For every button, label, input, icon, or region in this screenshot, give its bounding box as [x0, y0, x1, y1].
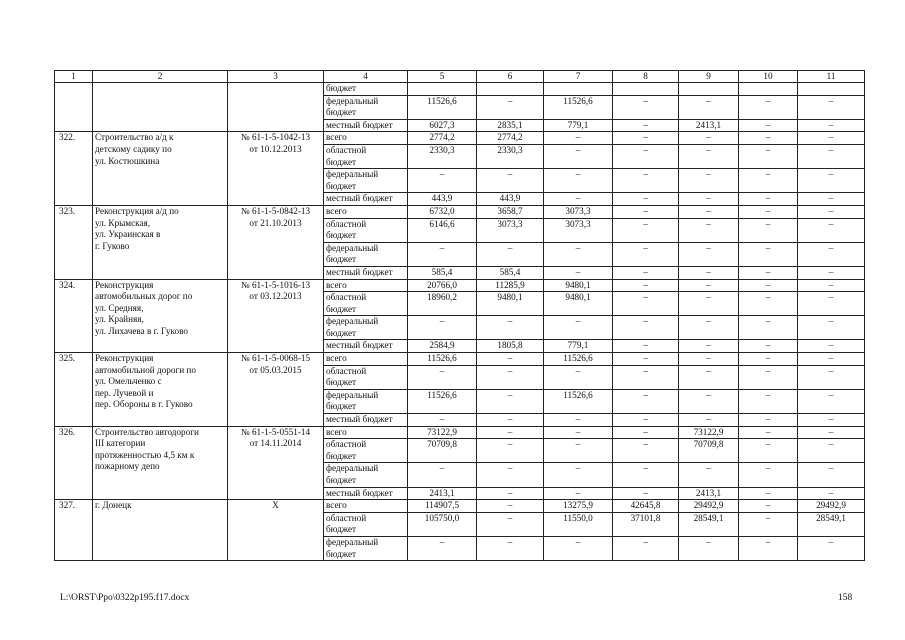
budget-source-cell: федеральный бюджет	[324, 389, 408, 413]
value-cell: –	[613, 119, 679, 132]
value-cell: –	[613, 266, 679, 279]
document-number: № 61-1-5-1042-13 от 10.12.2013	[228, 132, 324, 206]
value-cell: –	[679, 266, 739, 279]
value-cell: 105750,0	[408, 512, 477, 536]
value-cell: –	[739, 439, 798, 463]
value-cell: –	[613, 353, 679, 366]
value-cell: 2584,9	[408, 340, 477, 353]
value-cell: –	[544, 132, 613, 145]
value-cell: 11526,6	[544, 95, 613, 119]
value-cell: 3658,7	[477, 205, 544, 218]
column-header-10: 10	[739, 71, 798, 83]
value-cell: –	[613, 463, 679, 487]
document-number: X	[228, 500, 324, 561]
value-cell: –	[679, 218, 739, 242]
value-cell: –	[613, 340, 679, 353]
value-cell: –	[408, 169, 477, 193]
budget-source-cell: федеральный бюджет	[324, 242, 408, 266]
value-cell: –	[739, 292, 798, 316]
value-cell: –	[739, 512, 798, 536]
column-header-5: 5	[408, 71, 477, 83]
value-cell: –	[739, 426, 798, 439]
budget-source-cell: местный бюджет	[324, 193, 408, 206]
value-cell: –	[739, 365, 798, 389]
value-cell: 11285,9	[477, 279, 544, 292]
table-row	[55, 132, 865, 145]
value-cell: –	[408, 414, 477, 427]
value-cell: –	[739, 169, 798, 193]
value-cell: –	[613, 144, 679, 168]
budget-source-cell: областной бюджет	[324, 365, 408, 389]
value-cell	[477, 83, 544, 96]
budget-source-cell: бюджет	[324, 83, 408, 96]
value-cell: –	[544, 193, 613, 206]
value-cell: 20766,0	[408, 279, 477, 292]
value-cell: –	[798, 316, 865, 340]
value-cell: –	[613, 536, 679, 560]
value-cell: 3073,3	[544, 205, 613, 218]
value-cell: 18960,2	[408, 292, 477, 316]
budget-source-cell: всего	[324, 426, 408, 439]
value-cell: 6146,6	[408, 218, 477, 242]
budget-source-cell: местный бюджет	[324, 414, 408, 427]
table-row	[55, 83, 865, 96]
value-cell: –	[408, 536, 477, 560]
value-cell: –	[739, 353, 798, 366]
value-cell: –	[613, 169, 679, 193]
value-cell	[798, 83, 865, 96]
value-cell: 70709,8	[679, 439, 739, 463]
budget-source-cell: всего	[324, 500, 408, 513]
value-cell: –	[613, 205, 679, 218]
row-number: 324.	[55, 279, 93, 353]
value-cell: –	[798, 340, 865, 353]
value-cell: –	[679, 242, 739, 266]
budget-source-cell: федеральный бюджет	[324, 316, 408, 340]
value-cell: 9480,1	[544, 292, 613, 316]
value-cell: –	[477, 95, 544, 119]
value-cell: –	[477, 536, 544, 560]
value-cell: –	[798, 292, 865, 316]
value-cell: –	[679, 340, 739, 353]
budget-source-cell: областной бюджет	[324, 439, 408, 463]
object-name: Строительство а/д к детскому садику по ул. Костюшкина	[93, 132, 228, 206]
object-name	[93, 83, 228, 132]
budget-source-cell: местный бюджет	[324, 266, 408, 279]
budget-source-cell: областной бюджет	[324, 218, 408, 242]
value-cell	[544, 83, 613, 96]
object-name: Реконструкция автомобильных дорог по ул. Средняя, ул. Крайняя, ул. Лихачева в г. Гуково	[93, 279, 228, 353]
value-cell: –	[477, 500, 544, 513]
value-cell: –	[679, 132, 739, 145]
budget-source-cell: всего	[324, 279, 408, 292]
row-number: 326.	[55, 426, 93, 500]
value-cell: –	[798, 439, 865, 463]
value-cell: –	[544, 316, 613, 340]
value-cell: –	[798, 536, 865, 560]
value-cell: –	[739, 536, 798, 560]
object-name: Строительство автодороги III категории протяженностью 4,5 км к пожарному депо	[93, 426, 228, 500]
budget-source-cell: областной бюджет	[324, 292, 408, 316]
value-cell	[613, 83, 679, 96]
table-header-row	[55, 71, 865, 83]
value-cell: 11550,0	[544, 512, 613, 536]
value-cell: –	[798, 119, 865, 132]
table-body	[55, 83, 865, 561]
value-cell: –	[739, 389, 798, 413]
value-cell: –	[613, 316, 679, 340]
value-cell: –	[739, 205, 798, 218]
value-cell: –	[613, 389, 679, 413]
value-cell: 585,4	[408, 266, 477, 279]
row-number: 325.	[55, 353, 93, 427]
value-cell: 28549,1	[679, 512, 739, 536]
document-number: № 61-1-5-0551-14 от 14.11.2014	[228, 426, 324, 500]
value-cell: –	[798, 279, 865, 292]
value-cell: 2413,1	[679, 119, 739, 132]
value-cell: –	[739, 463, 798, 487]
value-cell: –	[477, 353, 544, 366]
value-cell: –	[613, 487, 679, 500]
document-number: № 61-1-5-1016-13 от 03.12.2013	[228, 279, 324, 353]
value-cell: –	[739, 340, 798, 353]
value-cell: 6732,0	[408, 205, 477, 218]
value-cell: 28549,1	[798, 512, 865, 536]
value-cell: –	[613, 414, 679, 427]
value-cell: 6027,3	[408, 119, 477, 132]
budget-source-cell: всего	[324, 205, 408, 218]
value-cell: –	[679, 193, 739, 206]
value-cell: –	[679, 536, 739, 560]
value-cell	[739, 83, 798, 96]
value-cell: –	[739, 487, 798, 500]
value-cell: 29492,9	[798, 500, 865, 513]
column-header-8: 8	[613, 71, 679, 83]
value-cell: –	[477, 365, 544, 389]
table-row	[55, 205, 865, 218]
budget-source-cell: областной бюджет	[324, 512, 408, 536]
value-cell: –	[679, 292, 739, 316]
value-cell: 114907,5	[408, 500, 477, 513]
document-number: № 61-1-5-0842-13 от 21.10.2013	[228, 205, 324, 279]
value-cell: –	[408, 365, 477, 389]
budget-source-cell: местный бюджет	[324, 487, 408, 500]
value-cell: –	[739, 193, 798, 206]
value-cell: –	[613, 242, 679, 266]
value-cell: –	[798, 266, 865, 279]
budget-source-cell: всего	[324, 132, 408, 145]
value-cell: –	[739, 266, 798, 279]
value-cell: –	[798, 414, 865, 427]
value-cell: –	[544, 463, 613, 487]
value-cell: –	[477, 512, 544, 536]
value-cell: 779,1	[544, 119, 613, 132]
value-cell: –	[477, 463, 544, 487]
value-cell: –	[739, 132, 798, 145]
value-cell: –	[798, 365, 865, 389]
column-header-4: 4	[324, 71, 408, 83]
value-cell: –	[798, 132, 865, 145]
value-cell: 3073,3	[477, 218, 544, 242]
budget-source-cell: федеральный бюджет	[324, 95, 408, 119]
value-cell: 11526,6	[544, 389, 613, 413]
value-cell: –	[613, 439, 679, 463]
budget-source-cell: всего	[324, 353, 408, 366]
document-number	[228, 83, 324, 132]
value-cell: –	[739, 144, 798, 168]
value-cell: 13275,9	[544, 500, 613, 513]
value-cell: –	[544, 266, 613, 279]
value-cell: –	[477, 426, 544, 439]
value-cell: –	[408, 316, 477, 340]
value-cell: 2413,1	[408, 487, 477, 500]
value-cell: 9480,1	[477, 292, 544, 316]
row-number	[55, 83, 93, 132]
value-cell: 2835,1	[477, 119, 544, 132]
value-cell	[679, 83, 739, 96]
value-cell: –	[798, 193, 865, 206]
value-cell: –	[679, 95, 739, 119]
value-cell: –	[798, 144, 865, 168]
table-row	[55, 426, 865, 439]
row-number: 322.	[55, 132, 93, 206]
column-header-2: 2	[93, 71, 228, 83]
value-cell: –	[477, 487, 544, 500]
value-cell: –	[739, 316, 798, 340]
value-cell: 9480,1	[544, 279, 613, 292]
value-cell: 11526,6	[408, 353, 477, 366]
budget-source-cell: федеральный бюджет	[324, 463, 408, 487]
column-header-9: 9	[679, 71, 739, 83]
row-number: 327.	[55, 500, 93, 561]
table-row	[55, 500, 865, 513]
value-cell: –	[613, 426, 679, 439]
document-number: № 61-1-5-0068-15 от 05.03.2015	[228, 353, 324, 427]
value-cell: –	[613, 193, 679, 206]
value-cell: –	[679, 353, 739, 366]
value-cell: 2330,3	[408, 144, 477, 168]
value-cell: 29492,9	[679, 500, 739, 513]
value-cell: 3073,3	[544, 218, 613, 242]
value-cell: –	[544, 144, 613, 168]
value-cell: –	[613, 365, 679, 389]
value-cell: 2413,1	[679, 487, 739, 500]
value-cell: –	[544, 487, 613, 500]
column-header-7: 7	[544, 71, 613, 83]
footer-page-number: 158	[838, 593, 853, 603]
value-cell: –	[477, 169, 544, 193]
value-cell: 779,1	[544, 340, 613, 353]
value-cell: –	[679, 279, 739, 292]
value-cell: –	[544, 426, 613, 439]
value-cell: –	[408, 242, 477, 266]
value-cell: 11526,6	[408, 389, 477, 413]
value-cell: –	[739, 119, 798, 132]
value-cell: 73122,9	[679, 426, 739, 439]
value-cell: –	[679, 365, 739, 389]
value-cell: –	[798, 487, 865, 500]
value-cell: –	[544, 169, 613, 193]
value-cell: –	[739, 500, 798, 513]
value-cell: –	[798, 218, 865, 242]
budget-source-cell: федеральный бюджет	[324, 169, 408, 193]
value-cell: –	[798, 169, 865, 193]
budget-table	[54, 70, 865, 561]
column-header-6: 6	[477, 71, 544, 83]
value-cell: 2330,3	[477, 144, 544, 168]
value-cell: –	[739, 95, 798, 119]
value-cell: –	[679, 144, 739, 168]
budget-table-container	[54, 70, 864, 561]
budget-source-cell: местный бюджет	[324, 119, 408, 132]
value-cell: 11526,6	[544, 353, 613, 366]
value-cell: 443,9	[477, 193, 544, 206]
value-cell: –	[798, 95, 865, 119]
value-cell: –	[739, 218, 798, 242]
value-cell: –	[679, 169, 739, 193]
value-cell: –	[544, 242, 613, 266]
value-cell: –	[739, 242, 798, 266]
value-cell: 42645,8	[613, 500, 679, 513]
value-cell: –	[477, 414, 544, 427]
column-header-3: 3	[228, 71, 324, 83]
value-cell: –	[544, 439, 613, 463]
value-cell: –	[477, 439, 544, 463]
value-cell: –	[798, 353, 865, 366]
value-cell: –	[679, 389, 739, 413]
value-cell: 73122,9	[408, 426, 477, 439]
object-name: г. Донецк	[93, 500, 228, 561]
budget-source-cell: областной бюджет	[324, 144, 408, 168]
object-name: Реконструкция автомобильной дороги по ул. Омельченко с пер. Лучевой и пер. Обороны в г. Гуково	[93, 353, 228, 427]
value-cell: –	[477, 316, 544, 340]
value-cell: –	[613, 95, 679, 119]
row-number: 323.	[55, 205, 93, 279]
value-cell: –	[613, 279, 679, 292]
value-cell: –	[613, 218, 679, 242]
object-name: Реконструкция а/д по ул. Крымская, ул. Украинская в г. Гуково	[93, 205, 228, 279]
value-cell: 11526,6	[408, 95, 477, 119]
value-cell: 585,4	[477, 266, 544, 279]
value-cell	[408, 83, 477, 96]
table-row	[55, 353, 865, 366]
value-cell: –	[798, 426, 865, 439]
value-cell: –	[798, 205, 865, 218]
value-cell: –	[477, 389, 544, 413]
value-cell: –	[679, 414, 739, 427]
value-cell: –	[613, 132, 679, 145]
value-cell: –	[798, 242, 865, 266]
value-cell: –	[798, 389, 865, 413]
value-cell: 1805,8	[477, 340, 544, 353]
value-cell: –	[613, 292, 679, 316]
value-cell: 37101,8	[613, 512, 679, 536]
column-header-11: 11	[798, 71, 865, 83]
value-cell: –	[679, 205, 739, 218]
value-cell: –	[798, 463, 865, 487]
value-cell: –	[679, 316, 739, 340]
value-cell: 2774,2	[477, 132, 544, 145]
value-cell: –	[739, 414, 798, 427]
budget-source-cell: местный бюджет	[324, 340, 408, 353]
budget-source-cell: федеральный бюджет	[324, 536, 408, 560]
value-cell: –	[477, 242, 544, 266]
value-cell: 70709,8	[408, 439, 477, 463]
value-cell: –	[679, 463, 739, 487]
footer-file-path: L:\ORST\Ppo\0322p195.f17.docx	[60, 593, 190, 603]
value-cell: –	[408, 463, 477, 487]
value-cell: –	[544, 414, 613, 427]
value-cell: 2774,2	[408, 132, 477, 145]
value-cell: 443,9	[408, 193, 477, 206]
value-cell: –	[739, 279, 798, 292]
value-cell: –	[544, 536, 613, 560]
value-cell: –	[544, 365, 613, 389]
column-header-1: 1	[55, 71, 93, 83]
table-row	[55, 279, 865, 292]
